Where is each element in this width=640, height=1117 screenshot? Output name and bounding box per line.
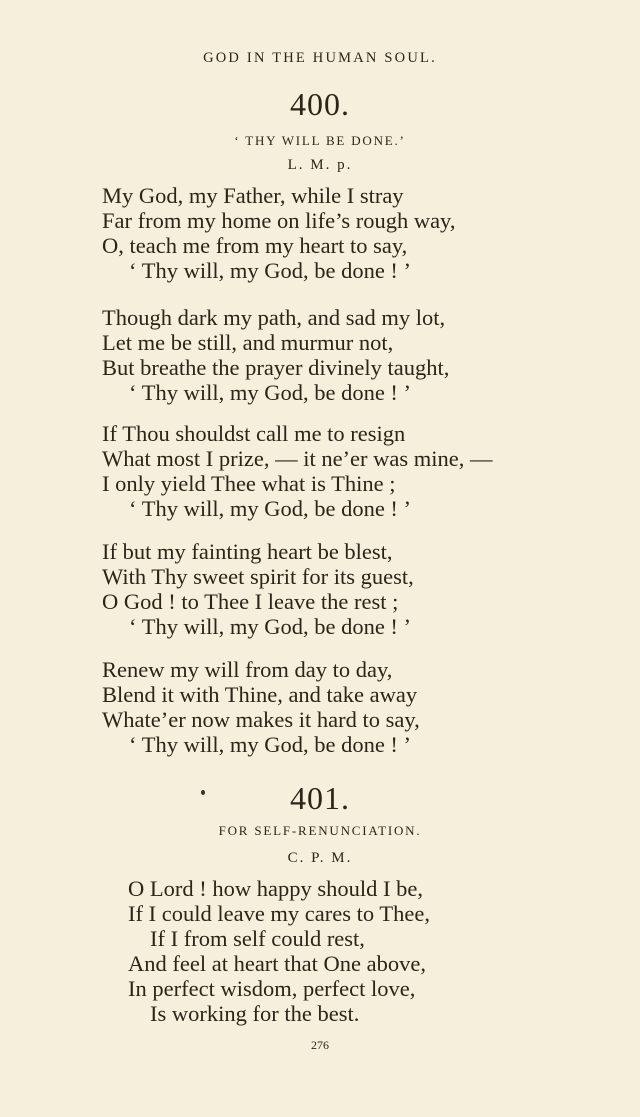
verse-line: Renew my will from day to day, [102, 657, 393, 682]
verse-line: If I from self could rest, [150, 926, 365, 951]
verse-line: If I could leave my cares to Thee, [128, 901, 430, 926]
verse-line: Far from my home on life’s rough way, [102, 208, 456, 233]
hymn-meter: L. M. p. [287, 157, 353, 173]
verse-line: With Thy sweet spirit for its guest, [102, 564, 414, 589]
verse-line: If Thou shouldst call me to resign [102, 421, 406, 446]
stanza [102, 421, 493, 521]
verse-line: And feel at heart that One above, [128, 951, 426, 976]
running-head: GOD IN THE HUMAN SOUL. [203, 50, 437, 66]
verse-line: In perfect wisdom, perfect love, [128, 976, 416, 1001]
stanza [102, 657, 420, 757]
verse-line: O God ! to Thee I leave the rest ; [102, 589, 399, 614]
verse-line: ‘ Thy will, my God, be done ! ’ [129, 614, 412, 639]
hymn-meter: C. P. M. [287, 850, 353, 866]
verse-line: Blend it with Thine, and take away [102, 682, 418, 707]
verse-line: Whate’er now makes it hard to say, [102, 707, 420, 732]
stanza [102, 305, 449, 405]
verse-line: ‘ Thy will, my God, be done ! ’ [129, 380, 412, 405]
stanza [102, 539, 414, 639]
verse-line: ‘ Thy will, my God, be done ! ’ [129, 732, 412, 757]
hymn-title: FOR SELF-RENUNCIATION. [218, 823, 422, 838]
hymn-number: 400. [290, 86, 350, 122]
verse-line: But breathe the prayer divinely taught, [102, 355, 450, 380]
verse-line: I only yield Thee what is Thine ; [102, 471, 396, 496]
hymn-title: ‘ THY WILL BE DONE.’ [234, 133, 406, 148]
stanza [102, 183, 455, 283]
verse-line: ‘ Thy will, my God, be done ! ’ [129, 496, 412, 521]
verse-line: My God, my Father, while I stray [102, 183, 404, 208]
verse-line: If but my fainting heart be blest, [102, 539, 393, 564]
verse-line: Is working for the best. [150, 1001, 360, 1026]
verse-line: Though dark my path, and sad my lot, [102, 305, 446, 330]
stanza [128, 876, 430, 1026]
verse-line: What most I prize, — it ne’er was mine, — [102, 446, 493, 471]
verse-line: Let me be still, and murmur not, [102, 330, 394, 355]
page-number: 276 [311, 1038, 329, 1052]
verse-line: O Lord ! how happy should I be, [128, 876, 423, 901]
verse-line: ‘ Thy will, my God, be done ! ’ [129, 258, 412, 283]
verse-line: O, teach me from my heart to say, [102, 233, 408, 258]
hymn-number: 401. [290, 780, 350, 816]
